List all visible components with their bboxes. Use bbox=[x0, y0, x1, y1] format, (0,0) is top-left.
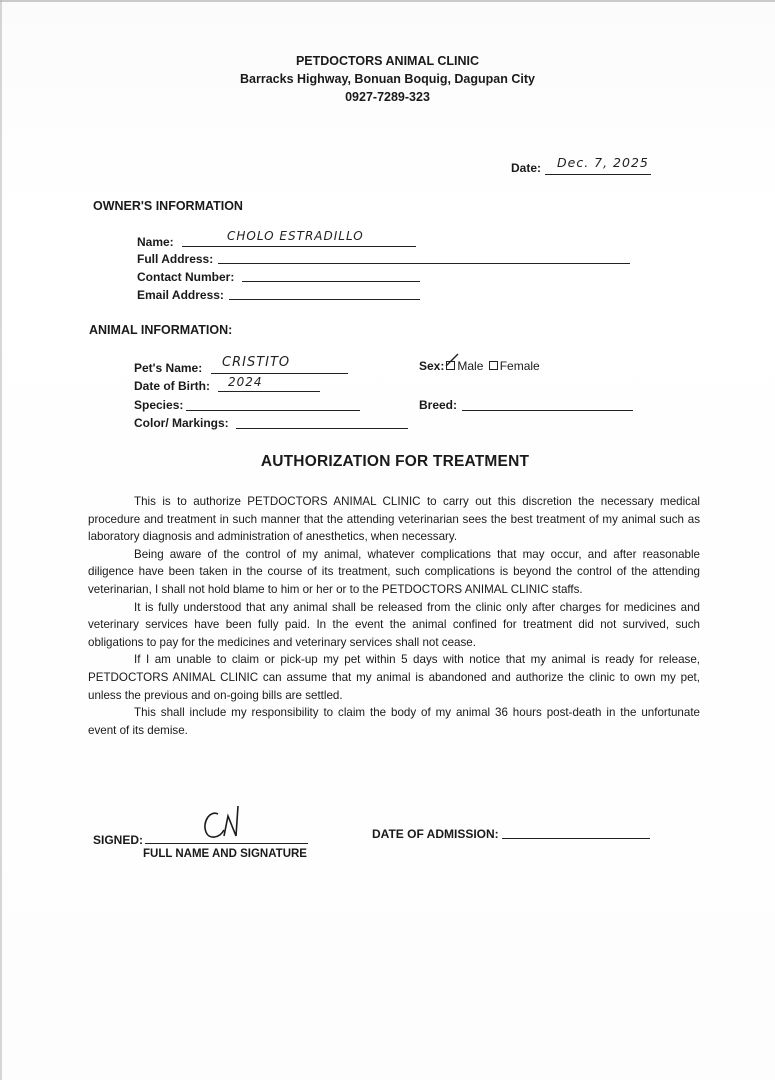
sex-female-label: Female bbox=[499, 359, 540, 373]
sex-label: Sex: bbox=[419, 359, 445, 373]
email-address-line bbox=[229, 299, 420, 300]
breed-label: Breed: bbox=[419, 398, 458, 412]
contact-number-label: Contact Number: bbox=[137, 270, 235, 284]
authorization-paragraph: This shall include my responsibility to claim the body of my animal 36 hours post-death in the unfortunate event of its demise. bbox=[88, 706, 700, 737]
paper-edge-top bbox=[0, 0, 775, 2]
date-of-admission-line bbox=[502, 838, 650, 839]
date-handwritten: Dec. 7, 2025 bbox=[557, 155, 649, 170]
pet-name-handwritten: CRISTITO bbox=[222, 355, 291, 370]
owner-name-handwritten: CHOLO ESTRADILLO bbox=[227, 229, 364, 243]
contact-number-line bbox=[242, 281, 420, 282]
authorization-paragraph: This is to authorize PETDOCTORS ANIMAL CLINIC to carry out this discretion the necessary medical procedure and treatment in such manner that the attending veterinarian sees the best treatment of my animal such as laboratory diagnosis and administration of anesthetics, when necessary. bbox=[88, 495, 700, 544]
full-address-line bbox=[218, 263, 630, 264]
clinic-name: PETDOCTORS ANIMAL CLINIC bbox=[295, 54, 480, 68]
signed-label: SIGNED: bbox=[93, 833, 144, 847]
female-checkbox[interactable] bbox=[489, 361, 498, 370]
sex-male-label: Male bbox=[457, 359, 484, 373]
authorization-paragraph: It is fully understood that any animal shall be released from the clinic only after charges for medicines and veterinary services have been fully paid. In the event the animal confined for treatment did not survived, such obligations to pay for the medicines and veterinary services shall not cease. bbox=[88, 600, 700, 649]
dob-line bbox=[218, 391, 320, 392]
owner-name-line bbox=[182, 246, 416, 247]
authorization-title: AUTHORIZATION FOR TREATMENT bbox=[260, 453, 530, 470]
clinic-address: Barracks Highway, Bonuan Boquig, Dagupan City bbox=[240, 72, 535, 86]
pet-name-line bbox=[211, 373, 348, 374]
checkmark-icon bbox=[445, 353, 459, 369]
clinic-header bbox=[0, 52, 775, 106]
authorization-paragraph: If I am unable to claim or pick-up my pet within 5 days with notice that my animal is ready for release, PETDOCTORS ANIMAL CLINIC can assume that my animal is abandoned and authorize the clinic to own my pet, unless the previous and on-going bills are settled. bbox=[88, 653, 700, 702]
breed-line bbox=[462, 410, 633, 411]
owner-name-label: Name: bbox=[137, 235, 174, 249]
date-label: Date: bbox=[511, 161, 542, 175]
owner-info-heading: OWNER'S INFORMATION bbox=[93, 199, 243, 213]
authorization-body bbox=[88, 493, 700, 739]
pet-name-label: Pet's Name: bbox=[134, 361, 203, 375]
species-line bbox=[186, 410, 360, 411]
date-line bbox=[545, 174, 651, 175]
color-markings-label: Color/ Markings: bbox=[134, 416, 229, 430]
color-markings-line bbox=[236, 428, 408, 429]
authorization-paragraph: Being aware of the control of my animal, whatever complications that may occur, and after reasonable diligence have been taken in the course of its treatment, such complications is beyond the control of the attending veterinarian, I shall not hold blame to him or her or to the PETDOCTORS ANIMAL CLINIC staffs. bbox=[88, 547, 700, 596]
clinic-phone: 0927-7289-323 bbox=[345, 90, 430, 104]
handwritten-signature bbox=[198, 800, 258, 846]
paper-edge-left bbox=[0, 0, 2, 1080]
signature-caption: FULL NAME AND SIGNATURE bbox=[143, 848, 307, 860]
sex-field bbox=[419, 359, 540, 373]
full-address-label: Full Address: bbox=[137, 252, 214, 266]
dob-handwritten: 2024 bbox=[228, 375, 263, 389]
species-label: Species: bbox=[134, 398, 184, 412]
email-address-label: Email Address: bbox=[137, 288, 224, 302]
male-checkbox[interactable] bbox=[446, 361, 455, 370]
animal-info-heading: ANIMAL INFORMATION: bbox=[89, 323, 233, 337]
dob-label: Date of Birth: bbox=[134, 379, 210, 393]
date-of-admission-label: DATE OF ADMISSION: bbox=[372, 827, 499, 841]
